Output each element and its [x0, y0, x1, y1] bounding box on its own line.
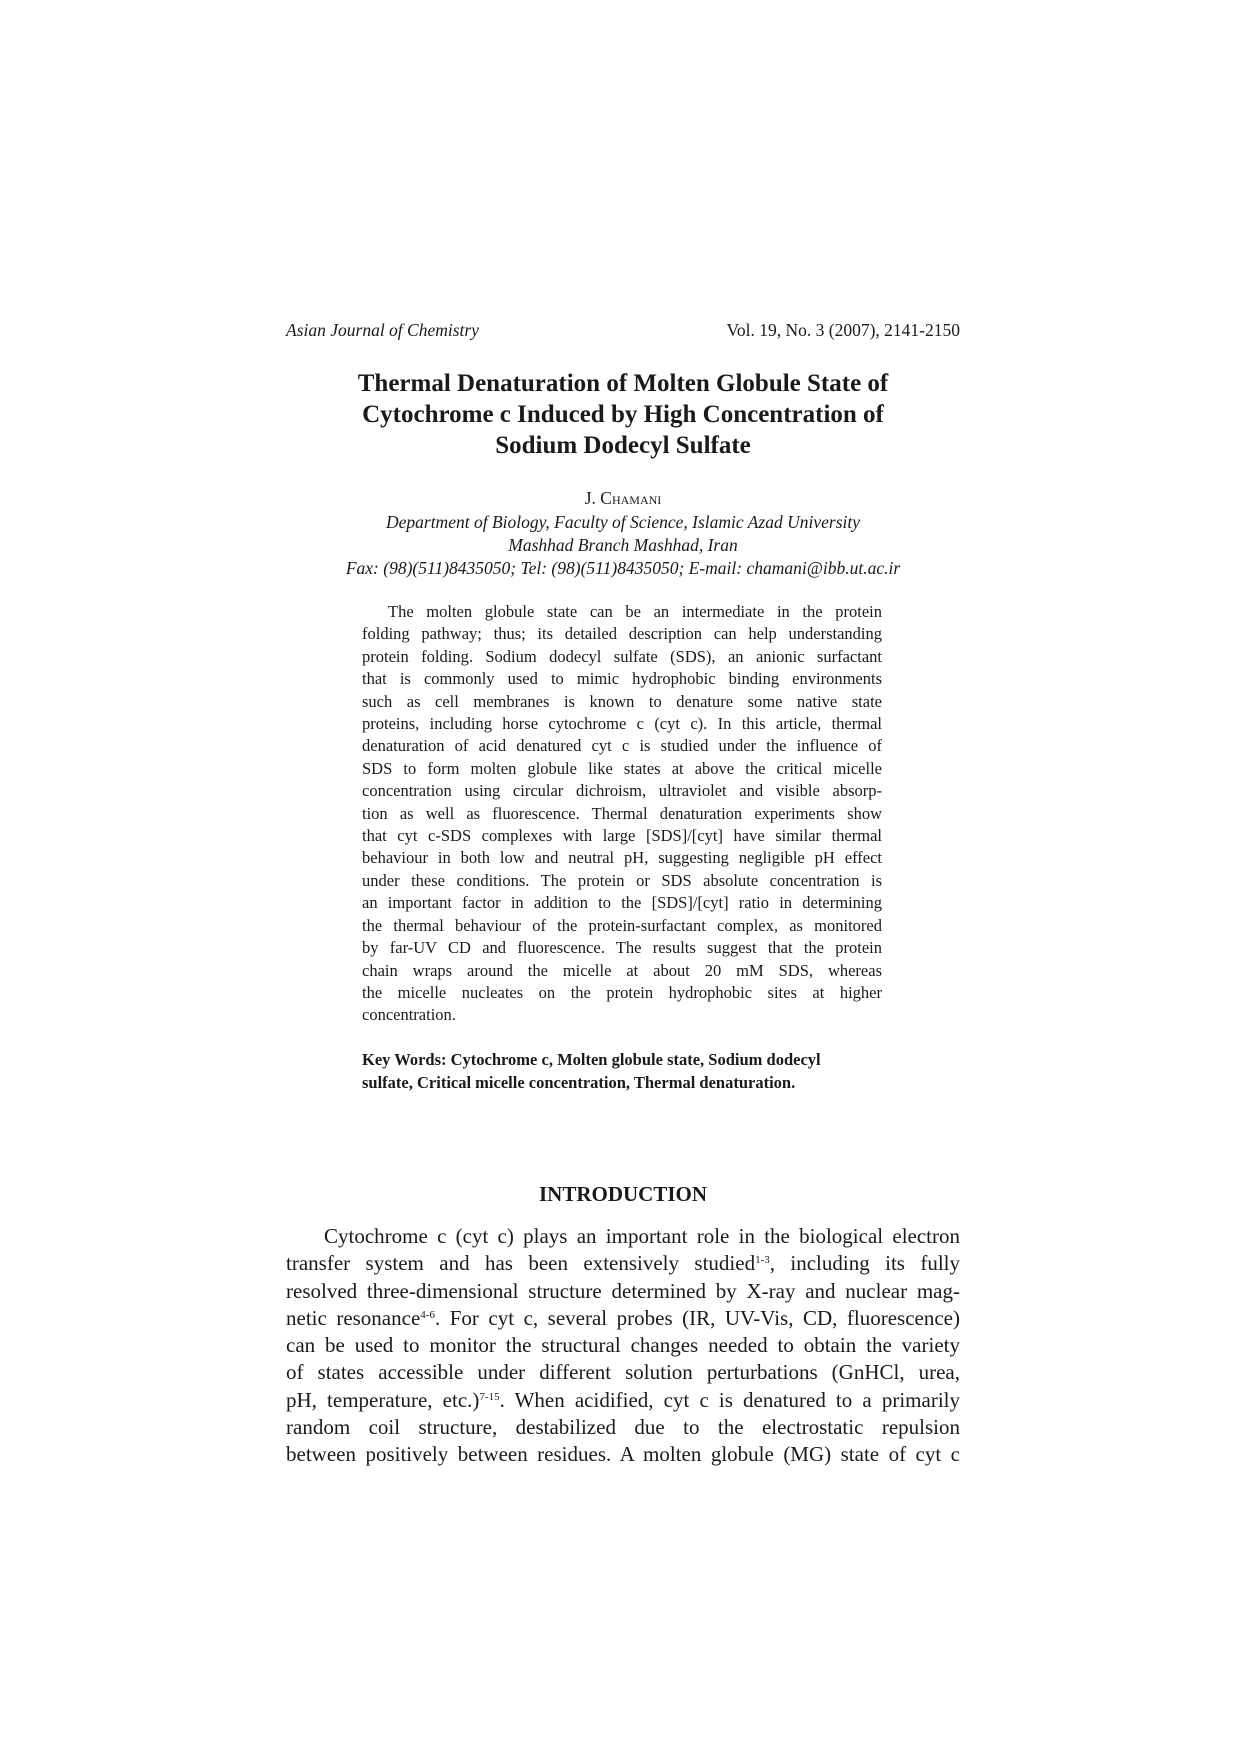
affiliation-line: Department of Biology, Faculty of Science, Islamic Azad University — [385, 512, 860, 532]
abstract-line: denaturation of acid denatured cyt c is studied under the influence of — [362, 736, 882, 756]
body-text: . When acidified, cyt c is denatured to a primarily — [499, 1387, 960, 1412]
abstract-line: under these conditions. The protein or SDS absolute concentration is — [362, 870, 882, 890]
abstract-line: such as cell membranes is known to denature some native state — [362, 691, 882, 711]
affiliation — [286, 511, 960, 580]
author — [286, 488, 960, 509]
abstract-line: The molten globule state can be an intermediate in the protein — [388, 602, 882, 621]
abstract-line: the micelle nucleates on the protein hydrophobic sites at higher — [362, 982, 882, 1002]
body-line — [286, 1250, 960, 1277]
abstract-line: folding pathway; thus; its detailed description can help understanding — [362, 624, 882, 644]
title-line: Cytochrome c Induced by High Concentration of — [362, 401, 884, 428]
body-text: . For cyt c, several probes (IR, UV-Vis, CD, fluorescence) — [434, 1305, 960, 1330]
body-line: Cytochrome c (cyt c) plays an important role in the biological electron — [324, 1224, 960, 1248]
body-line: of states accessible under different solution perturbations (GnHCl, urea, — [286, 1360, 960, 1385]
article-title — [286, 368, 960, 461]
body-text: pH, temperature, etc.) — [286, 1387, 480, 1412]
keywords-line: Key Words: Cytochrome c, Molten globule state, Sodium dodecyl — [362, 1050, 821, 1069]
abstract-line: that is commonly used to mimic hydrophobic binding environments — [362, 669, 882, 689]
title-line: Sodium Dodecyl Sulfate — [495, 432, 751, 459]
citation: 7-15 — [479, 1390, 500, 1403]
body-line — [286, 1305, 960, 1332]
abstract-line: concentration. — [362, 1005, 456, 1025]
body-line — [286, 1387, 960, 1414]
body-text: transfer system and has been extensively studied — [286, 1251, 756, 1276]
body-text: , including its fully — [769, 1251, 961, 1276]
body-line: between positively between residues. A molten globule (MG) state of cyt c — [286, 1442, 960, 1467]
abstract-line: the thermal behaviour of the protein-surfactant complex, as monitored — [362, 915, 882, 935]
abstract — [362, 601, 882, 1027]
journal-name: Asian Journal of Chemistry — [286, 320, 479, 340]
introduction-body — [286, 1223, 960, 1469]
contact-line: Fax: (98)(511)8435050; Tel: (98)(511)8435050; E-mail: chamani@ibb.ut.ac.ir — [345, 558, 901, 578]
citation: 4-6 — [420, 1308, 435, 1321]
keywords-line: sulfate, Critical micelle concentration, Thermal denaturation. — [362, 1073, 796, 1092]
abstract-line: chain wraps around the micelle at about 20 mM SDS, whereas — [362, 960, 882, 980]
body-text: netic resonance — [286, 1305, 421, 1330]
abstract-line: proteins, including horse cytochrome c (cyt c). In this article, thermal — [362, 714, 882, 734]
keywords — [362, 1048, 882, 1094]
body-line: random coil structure, destabilized due to the electrostatic repulsion — [286, 1415, 960, 1440]
author-initial: J. — [584, 488, 601, 508]
citation: 1-3 — [755, 1254, 770, 1267]
abstract-line: SDS to form molten globule like states at above the critical micelle — [362, 758, 882, 778]
abstract-line: protein folding. Sodium dodecyl sulfate (SDS), an anionic surfactant — [362, 646, 882, 666]
abstract-line: behaviour in both low and neutral pH, suggesting negligible pH effect — [362, 848, 882, 868]
affiliation-line: Mashhad Branch Mashhad, Iran — [508, 535, 738, 555]
abstract-line: an important factor in addition to the [SDS]/[cyt] ratio in determining — [362, 893, 882, 913]
volume-info: Vol. 19, No. 3 (2007), 2141-2150 — [726, 320, 960, 340]
title-line: Thermal Denaturation of Molten Globule State of — [357, 370, 889, 397]
abstract-line: tion as well as fluorescence. Thermal denaturation experiments show — [362, 803, 882, 823]
body-line: can be used to monitor the structural changes needed to obtain the variety — [286, 1333, 960, 1358]
abstract-line: concentration using circular dichroism, ultraviolet and visible absorp- — [362, 781, 882, 801]
section-heading-introduction: INTRODUCTION — [538, 1182, 708, 1206]
abstract-line: by far-UV CD and fluorescence. The results suggest that the protein — [362, 938, 882, 958]
author-surname: Chamani — [600, 488, 662, 508]
running-header — [286, 320, 960, 341]
body-line: resolved three-dimensional structure determined by X-ray and nuclear mag- — [286, 1278, 960, 1303]
abstract-line: that cyt c-SDS complexes with large [SDS]/[cyt] have similar thermal — [362, 826, 882, 846]
